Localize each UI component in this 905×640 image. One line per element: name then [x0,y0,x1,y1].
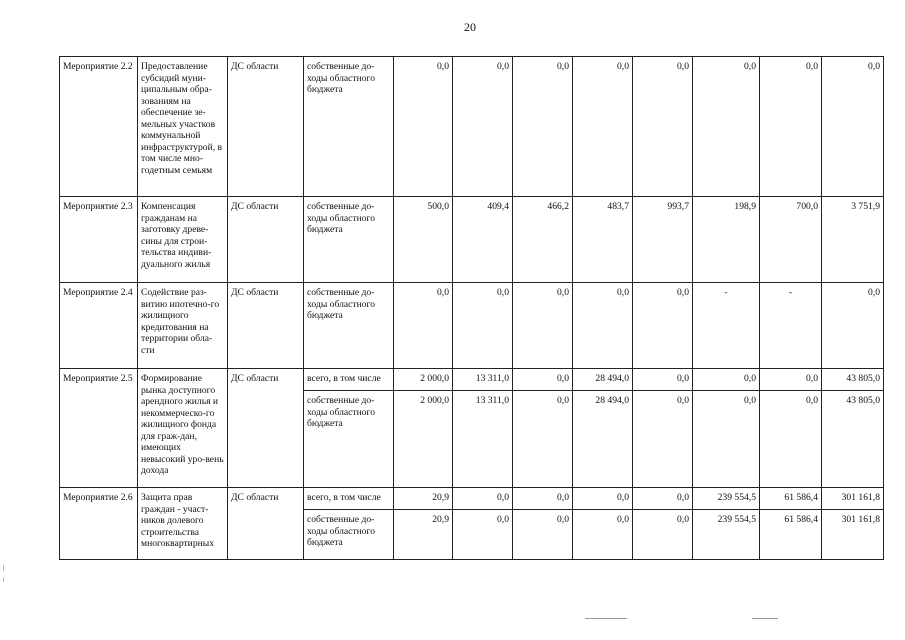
table-row [60,283,884,369]
funding-source-cell: собственные до-ходы областного бюджета [304,57,394,197]
executor-cell: ДС области [228,488,304,560]
value-cell: 0,0 [573,488,633,510]
value-cell: 0,0 [760,369,822,391]
scan-edge-mark [3,565,4,571]
executor-cell: ДС области [228,369,304,488]
value-cell: 0,0 [760,391,822,488]
value-cell: 0,0 [513,57,573,197]
value-cell: 0,0 [453,283,513,369]
value-cell: 28 494,0 [573,391,633,488]
value-cell: 483,7 [573,197,633,283]
value-cell: 993,7 [633,197,693,283]
value-cell: 28 494,0 [573,369,633,391]
value-cell: 0,0 [513,391,573,488]
value-cell: 43 805,0 [822,391,884,488]
value-cell: - [760,283,822,369]
value-cell: 20,9 [394,488,453,510]
funding-source-cell: собственные до-ходы областного бюджета [304,283,394,369]
value-cell: 0,0 [633,510,693,560]
value-cell: 198,9 [693,197,760,283]
budget-table-body [60,57,884,560]
value-cell: 61 586,4 [760,488,822,510]
scan-bottom-mark [752,618,778,619]
table-row [60,197,884,283]
value-cell: 0,0 [394,283,453,369]
value-cell: 700,0 [760,197,822,283]
description-cell: Формирование рынка доступного арендного жилья и некоммерческо-го жилищного фонда для граж-дан, имеющих невысокий уро-вень дохода [138,369,228,488]
funding-source-cell: собственные до-ходы областного бюджета [304,510,394,560]
value-cell: 0,0 [633,369,693,391]
description-cell: Содействие раз-витию ипотечно-го жилищного кредитования на территории обла-сти [138,283,228,369]
table-row [60,488,884,510]
event-cell: Мероприятие 2.5 [60,369,138,488]
page-number: 20 [464,20,476,34]
funding-source-cell: всего, в том числе [304,369,394,391]
value-cell: 0,0 [693,369,760,391]
table-row [60,57,884,197]
value-cell: 0,0 [693,391,760,488]
funding-source-cell: собственные до-ходы областного бюджета [304,197,394,283]
value-cell: 0,0 [453,488,513,510]
value-cell: 0,0 [453,510,513,560]
funding-source-cell: всего, в том числе [304,488,394,510]
table-row [60,369,884,391]
value-cell: 0,0 [822,283,884,369]
description-cell: Предоставление субсидий муни-ципальным обра-зованиям на обеспечение зе-мельных участков коммунальной инфраструктурой, в том числе мно-годетным семьям [138,57,228,197]
value-cell: 0,0 [633,488,693,510]
executor-cell: ДС области [228,197,304,283]
value-cell: 20,9 [394,510,453,560]
value-cell: 301 161,8 [822,510,884,560]
event-cell: Мероприятие 2.4 [60,283,138,369]
value-cell: 500,0 [394,197,453,283]
description-cell: Защита прав граждан - участ-ников долевого строительства многоквартирных [138,488,228,560]
value-cell: 0,0 [513,283,573,369]
value-cell: 239 554,5 [693,488,760,510]
scan-bottom-mark [585,618,627,619]
value-cell: 0,0 [513,369,573,391]
value-cell: 0,0 [513,488,573,510]
value-cell: 0,0 [822,57,884,197]
description-cell: Компенсация гражданам на заготовку древе-сины для строи-тельства индиви-дуального жилья [138,197,228,283]
value-cell: 0,0 [573,510,633,560]
budget-table [59,56,884,560]
value-cell: 61 586,4 [760,510,822,560]
value-cell: 0,0 [453,57,513,197]
value-cell: 301 161,8 [822,488,884,510]
executor-cell: ДС области [228,283,304,369]
value-cell: 13 311,0 [453,369,513,391]
value-cell: 0,0 [394,57,453,197]
value-cell: 0,0 [513,510,573,560]
event-cell: Мероприятие 2.6 [60,488,138,560]
value-cell: 466,2 [513,197,573,283]
scan-edge-mark [3,577,4,582]
value-cell: 0,0 [633,57,693,197]
funding-source-cell: собственные до-ходы областного бюджета [304,391,394,488]
value-cell: 2 000,0 [394,369,453,391]
value-cell: 409,4 [453,197,513,283]
value-cell: 13 311,0 [453,391,513,488]
value-cell: 3 751,9 [822,197,884,283]
value-cell: 239 554,5 [693,510,760,560]
event-cell: Мероприятие 2.3 [60,197,138,283]
value-cell: 43 805,0 [822,369,884,391]
value-cell: 0,0 [633,283,693,369]
executor-cell: ДС области [228,57,304,197]
event-cell: Мероприятие 2.2 [60,57,138,197]
value-cell: 2 000,0 [394,391,453,488]
value-cell: - [693,283,760,369]
value-cell: 0,0 [573,283,633,369]
value-cell: 0,0 [573,57,633,197]
value-cell: 0,0 [633,391,693,488]
value-cell: 0,0 [693,57,760,197]
value-cell: 0,0 [760,57,822,197]
